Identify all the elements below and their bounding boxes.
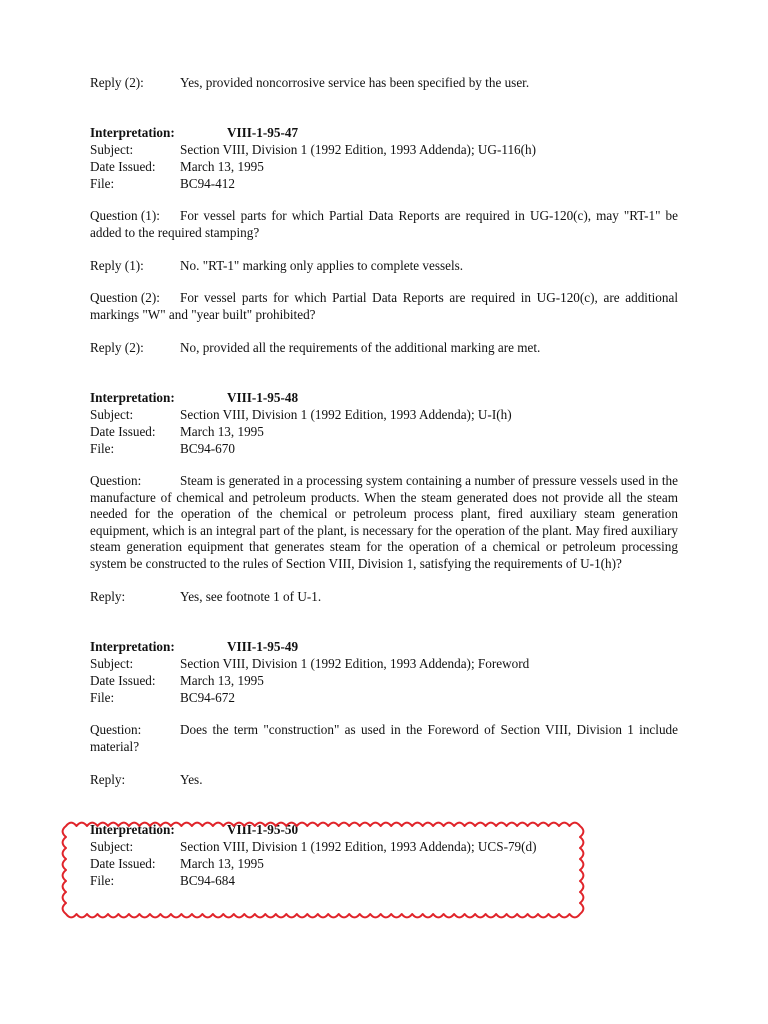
question-paragraph: [90, 473, 678, 572]
reply-label: Reply:: [90, 589, 126, 604]
interpretation-number: VIII-1-95-49: [227, 639, 299, 654]
date-issued-value: March 13, 1995: [180, 856, 264, 871]
interpretation-block: [90, 124, 678, 356]
subject-label: Subject:: [90, 839, 134, 854]
reply-1-label: Reply (1):: [90, 258, 144, 273]
question-paragraph: [90, 722, 678, 755]
interpretation-label: Interpretation:: [90, 822, 175, 837]
question-2-label: Question (2):: [90, 290, 160, 305]
question-label: Question:: [90, 473, 142, 488]
reply-row: [90, 74, 678, 91]
reply-text: Yes, provided noncorrosive service has been specified by the user.: [180, 75, 530, 90]
reply-row: [90, 588, 678, 605]
interpretation-block: [90, 389, 678, 605]
reply-label: Reply:: [90, 772, 126, 787]
question-label: Question:: [90, 722, 142, 737]
reply-text: Yes, see footnote 1 of U-1.: [180, 589, 322, 604]
question-1-paragraph: [90, 208, 678, 241]
reply-2-row: [90, 339, 678, 356]
file-row: [90, 440, 678, 457]
interpretation-row: [90, 389, 678, 406]
date-issued-label: Date Issued:: [90, 673, 156, 688]
question-2-paragraph: [90, 290, 678, 323]
file-label: File:: [90, 441, 115, 456]
reply-label: Reply (2):: [90, 75, 144, 90]
subject-label: Subject:: [90, 656, 134, 671]
file-label: File:: [90, 176, 115, 191]
date-issued-label: Date Issued:: [90, 856, 156, 871]
question-2-text: For vessel parts for which Partial Data Reports are required in UG-120(c), are additional markings "W" and "year built" prohibited?: [90, 290, 678, 322]
question-1-text: For vessel parts for which Partial Data Reports are required in UG-120(c), may "RT-1" be added to the required stamping?: [90, 208, 678, 240]
question-text: Steam is generated in a processing system containing a number of pressure vessels used in the manufacture of chemical and petroleum products. When the steam generated does not provide all the steam needed for the operation of the chemical or petroleum process plant, fired auxiliary steam generation equipment, which is an integral part of the plant, is necessary for the operation of the plant. May fired auxiliary steam generation equipment that generates steam for the operation of a chemical or petroleum processing system be constructed to the rules of Section VIII, Division 1, satisfying the requirements of U-1(h)?: [90, 473, 678, 571]
subject-value: Section VIII, Division 1 (1992 Edition, 1993 Addenda); Foreword: [180, 656, 530, 671]
file-row: [90, 689, 678, 706]
subject-value: Section VIII, Division 1 (1992 Edition, 1993 Addenda); UG-116(h): [180, 142, 537, 157]
cloud-outline: [63, 823, 584, 918]
subject-label: Subject:: [90, 407, 134, 422]
subject-value: Section VIII, Division 1 (1992 Edition, 1993 Addenda); U-I(h): [180, 407, 512, 422]
date-issued-value: March 13, 1995: [180, 159, 264, 174]
interpretation-number: VIII-1-95-50: [227, 822, 299, 837]
interpretation-block: [90, 638, 678, 788]
date-issued-label: Date Issued:: [90, 159, 156, 174]
interpretation-label: Interpretation:: [90, 639, 175, 654]
file-label: File:: [90, 873, 115, 888]
reply-text: Yes.: [180, 772, 203, 787]
interpretation-row: [90, 638, 678, 655]
interpretation-number: VIII-1-95-48: [227, 390, 299, 405]
file-value: BC94-684: [180, 873, 235, 888]
subject-value: Section VIII, Division 1 (1992 Edition, 1993 Addenda); UCS-79(d): [180, 839, 537, 854]
file-value: BC94-412: [180, 176, 235, 191]
question-1-label: Question (1):: [90, 208, 160, 223]
question-text: Does the term "construction" as used in the Foreword of Section VIII, Division 1 include material?: [90, 722, 678, 754]
file-row: [90, 175, 678, 192]
date-issued-row: [90, 672, 678, 689]
interpretation-label: Interpretation:: [90, 390, 175, 405]
reply-1-row: [90, 257, 678, 274]
reply-1-text: No. "RT-1" marking only applies to complete vessels.: [180, 258, 464, 273]
reply-2-label: Reply (2):: [90, 340, 144, 355]
interpretation-number: VIII-1-95-47: [227, 125, 299, 140]
file-value: BC94-670: [180, 441, 235, 456]
subject-label: Subject:: [90, 142, 134, 157]
cloud-highlight-annotation: [60, 818, 586, 922]
file-label: File:: [90, 690, 115, 705]
reply-row: [90, 771, 678, 788]
interpretation-label: Interpretation:: [90, 125, 175, 140]
date-issued-value: March 13, 1995: [180, 424, 264, 439]
reply-2-text: No, provided all the requirements of the additional marking are met.: [180, 340, 541, 355]
subject-row: [90, 406, 678, 423]
subject-row: [90, 141, 678, 158]
document-page: [90, 74, 678, 889]
subject-row: [90, 655, 678, 672]
file-value: BC94-672: [180, 690, 235, 705]
interpretation-row: [90, 124, 678, 141]
date-issued-value: March 13, 1995: [180, 673, 264, 688]
date-issued-row: [90, 158, 678, 175]
date-issued-row: [90, 423, 678, 440]
date-issued-label: Date Issued:: [90, 424, 156, 439]
